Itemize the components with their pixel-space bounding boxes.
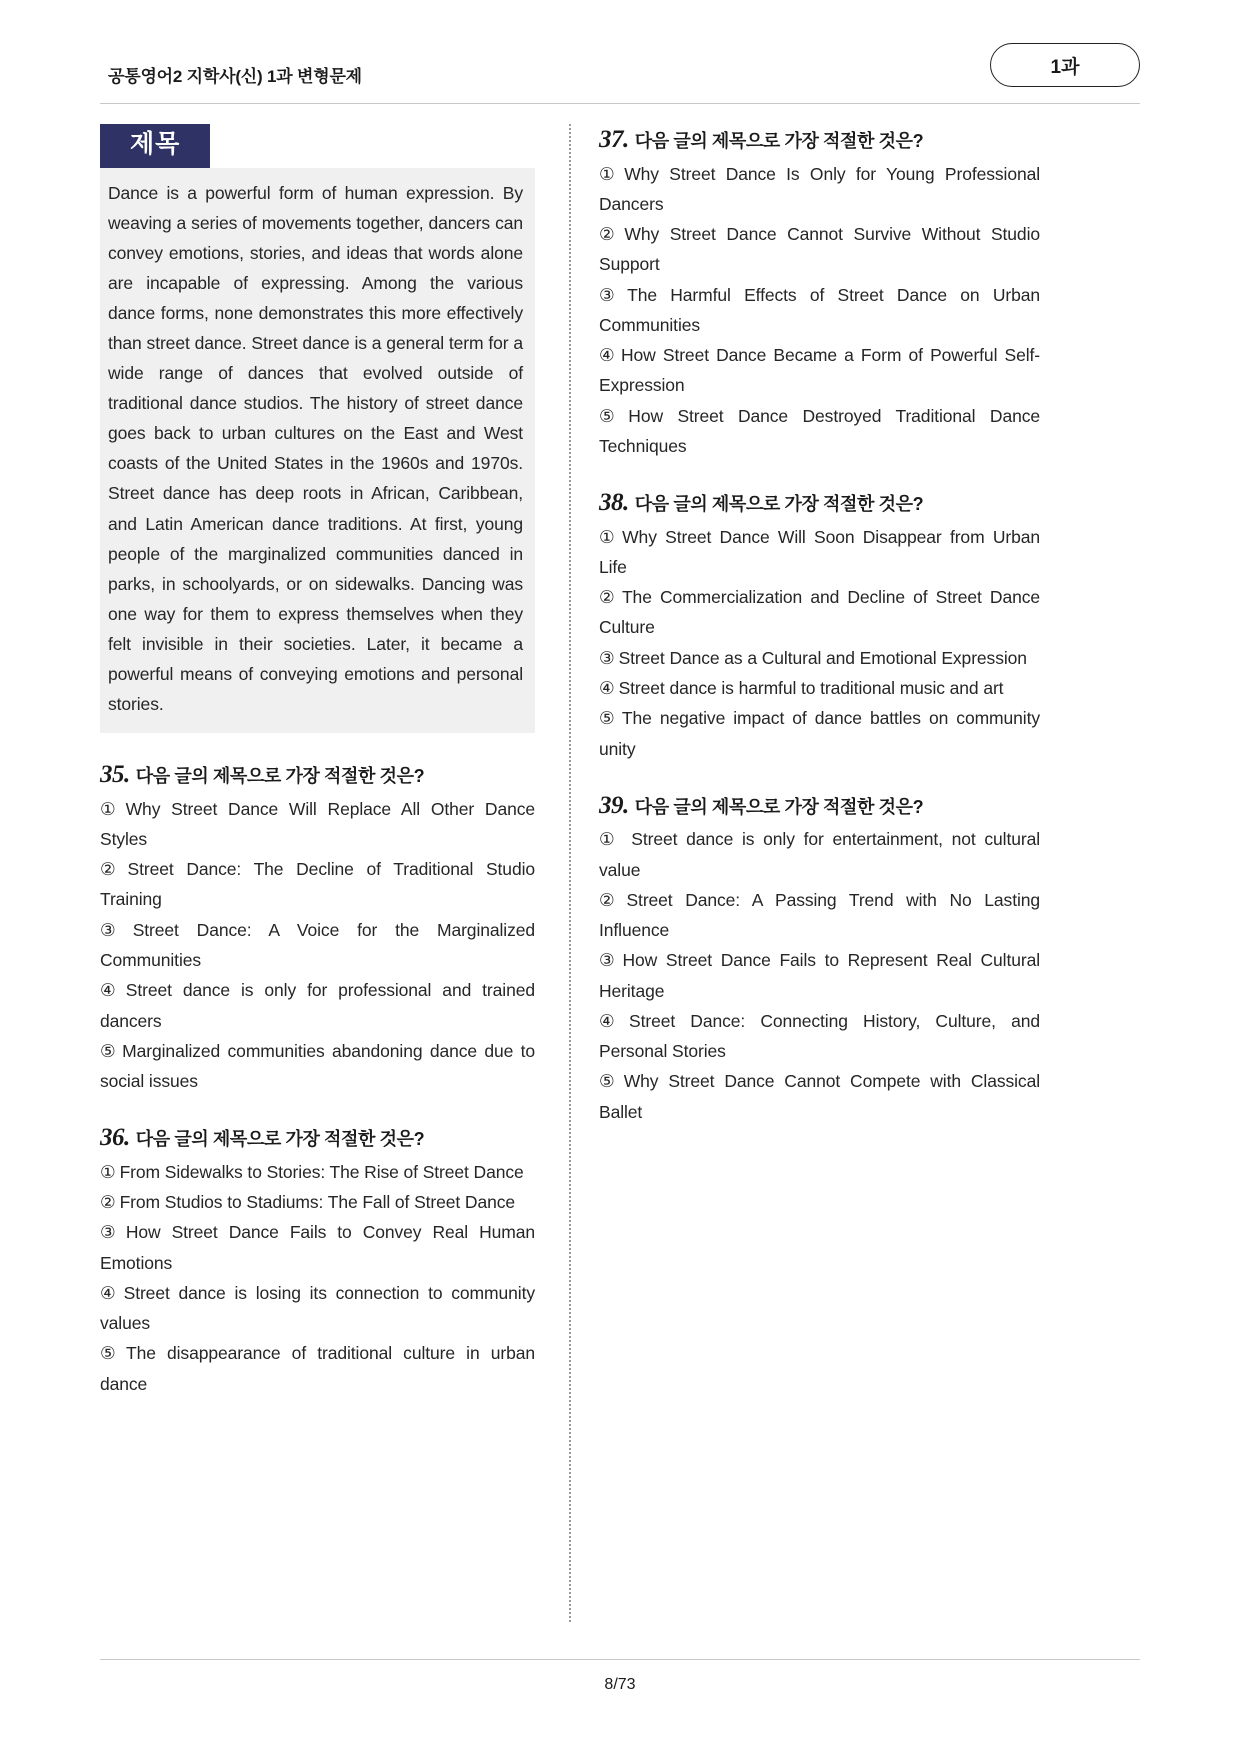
choice-marker: ⑤ <box>599 1071 620 1092</box>
choice-text: Why Street Dance Will Soon Disappear from Urban Life <box>599 526 1041 577</box>
two-column-body <box>100 124 1140 1622</box>
question-37-heading <box>599 124 1040 157</box>
section-label-title: 제목 <box>100 124 210 168</box>
page-header <box>100 0 1140 86</box>
question-38-number: 38. <box>599 489 629 517</box>
choice-marker: ④ <box>599 1010 626 1031</box>
choice-marker: ⑤ <box>599 405 625 426</box>
choice-option[interactable] <box>599 885 1040 946</box>
header-divider-rule <box>100 103 1140 104</box>
choice-option[interactable] <box>100 1187 535 1217</box>
choice-text: Street Dance as a Cultural and Emotional Expression <box>618 647 1027 668</box>
choice-option[interactable] <box>599 673 1040 703</box>
choice-text: How Street Dance Fails to Convey Real Human Emotions <box>100 1222 535 1273</box>
choice-marker: ④ <box>100 980 122 1001</box>
choice-option[interactable] <box>100 1338 535 1399</box>
question-36 <box>100 1122 535 1399</box>
choice-option[interactable] <box>100 1278 535 1339</box>
choice-option[interactable] <box>100 1157 535 1187</box>
choice-option[interactable] <box>100 1036 535 1097</box>
choice-text: Street Dance: A Passing Trend with No Lasting Influence <box>599 889 1041 941</box>
choice-option[interactable] <box>599 945 1040 1006</box>
choice-marker: ② <box>599 224 621 245</box>
choice-option[interactable] <box>599 703 1040 764</box>
column-divider <box>569 124 571 1622</box>
choice-marker: ③ <box>599 950 619 971</box>
choice-marker: ② <box>100 1192 116 1213</box>
choice-text: Why Street Dance Will Replace All Other Dance Styles <box>100 798 535 849</box>
question-38-choices <box>599 522 1040 764</box>
choice-text: How Street Dance Became a Form of Powerful Self-Expression <box>599 345 1040 396</box>
choice-text: Street dance is losing its connection to community values <box>100 1282 535 1334</box>
choice-option[interactable] <box>100 854 535 915</box>
question-39-prompt: 다음 글의 제목으로 가장 적절한 것은? <box>634 796 924 817</box>
choice-option[interactable] <box>100 975 535 1036</box>
choice-option[interactable] <box>599 643 1040 673</box>
choice-marker: ③ <box>100 919 129 940</box>
choice-text: The negative impact of dance battles on community unity <box>599 708 1040 759</box>
choice-marker: ⑤ <box>100 1040 119 1061</box>
choice-text: Street dance is only for professional and trained dancers <box>100 980 535 1031</box>
question-37-prompt: 다음 글의 제목으로 가장 적절한 것은? <box>634 131 924 151</box>
choice-text: Street dance is only for entertainment, not cultural value <box>599 829 1040 880</box>
question-36-number: 36. <box>100 1124 130 1152</box>
choice-option[interactable] <box>599 159 1040 220</box>
choice-text: Street Dance: Connecting History, Culture, and Personal Stories <box>599 1010 1040 1062</box>
choice-marker: ② <box>100 859 124 880</box>
choice-text: From Sidewalks to Stories: The Rise of Street Dance <box>119 1161 524 1182</box>
choice-text: The disappearance of traditional culture in urban dance <box>100 1343 535 1394</box>
choice-option[interactable] <box>599 340 1040 401</box>
choice-text: The Commercialization and Decline of Street Dance Culture <box>599 587 1040 638</box>
lesson-badge: 1과 <box>990 43 1140 87</box>
choice-marker: ④ <box>599 677 615 698</box>
question-37 <box>599 124 1040 461</box>
question-39-number: 39. <box>599 791 629 819</box>
choice-marker: ① <box>599 526 619 547</box>
choice-option[interactable] <box>599 401 1040 462</box>
choice-marker: ③ <box>599 647 615 668</box>
choice-option[interactable] <box>599 522 1040 583</box>
choice-marker: ④ <box>100 1282 120 1303</box>
question-35 <box>100 759 535 1096</box>
choice-marker: ① <box>100 1161 116 1182</box>
choice-text: From Studios to Stadiums: The Fall of Street Dance <box>119 1192 516 1213</box>
question-39-heading <box>599 790 1040 823</box>
question-36-heading <box>100 1122 535 1155</box>
choice-option[interactable] <box>599 824 1040 885</box>
question-39 <box>599 790 1040 1127</box>
question-35-prompt: 다음 글의 제목으로 가장 적절한 것은? <box>135 766 425 787</box>
choice-marker: ② <box>599 889 623 910</box>
choice-text: Why Street Dance Cannot Survive Without Studio Support <box>599 224 1040 275</box>
question-37-choices <box>599 159 1040 462</box>
choice-text: Street Dance: A Voice for the Marginalized Communities <box>100 919 535 971</box>
question-35-choices <box>100 794 535 1097</box>
choice-marker: ① <box>599 163 621 184</box>
choice-text: The Harmful Effects of Street Dance on Urban Communities <box>599 284 1040 335</box>
right-column <box>593 124 1040 1622</box>
choice-option[interactable] <box>599 1066 1040 1127</box>
choice-text: How Street Dance Fails to Represent Real Cultural Heritage <box>599 950 1040 1001</box>
question-35-heading <box>100 759 535 792</box>
question-35-number: 35. <box>100 761 130 789</box>
choice-option[interactable] <box>599 280 1040 341</box>
choice-text: How Street Dance Destroyed Traditional Dance Techniques <box>599 405 1040 456</box>
choice-option[interactable] <box>100 794 535 855</box>
question-36-choices <box>100 1157 535 1399</box>
choice-marker: ① <box>599 829 619 850</box>
question-38-heading <box>599 487 1040 520</box>
question-38 <box>599 487 1040 764</box>
title-tag-wrapper <box>100 124 535 168</box>
question-39-choices <box>599 824 1040 1127</box>
choice-marker: ⑤ <box>599 708 618 729</box>
choice-text: Why Street Dance Cannot Compete with Classical Ballet <box>599 1071 1040 1122</box>
choice-marker: ⑤ <box>100 1343 122 1364</box>
choice-option[interactable] <box>100 915 535 976</box>
reading-passage: Dance is a powerful form of human expression. By weaving a series of movements together, dancers can convey emotions, stories, and ideas that words alone are incapable of expressing. Among the various dance forms, none demonstrates this more effectively than street dance. Street dance is a general term for a wide range of dances that evolved outside of traditional dance studios. The history of street dance goes back to urban cultures on the East and West coasts of the United States in the 1960s and 1970s. Street dance has deep roots in African, Caribbean, and Latin American dance traditions. At first, young people of the marginalized communities danced in parks, in schoolyards, or on sidewalks. Dancing was one way for them to express themselves when they felt invisible in their societies. Later, it became a powerful means of conveying emotions and personal stories. <box>100 168 535 734</box>
choice-text: Street dance is harmful to traditional music and art <box>618 677 1004 698</box>
choice-text: Why Street Dance Is Only for Young Professional Dancers <box>599 163 1041 214</box>
choice-option[interactable] <box>599 582 1040 643</box>
choice-text: Marginalized communities abandoning dance due to social issues <box>100 1040 535 1092</box>
choice-option[interactable] <box>599 1006 1040 1067</box>
choice-marker: ④ <box>599 345 617 366</box>
footer-divider-rule <box>100 1659 1140 1660</box>
left-column <box>100 124 547 1622</box>
choice-marker: ① <box>100 798 122 819</box>
choice-marker: ② <box>599 587 618 608</box>
choice-marker: ③ <box>100 1222 122 1243</box>
choice-marker: ③ <box>599 284 624 305</box>
question-38-prompt: 다음 글의 제목으로 가장 적절한 것은? <box>634 494 924 515</box>
header-title: 공통영어2 지학사(신) 1과 변형문제 <box>108 67 362 86</box>
choice-option[interactable] <box>100 1217 535 1278</box>
page-number: 8/73 <box>604 1676 636 1693</box>
question-36-prompt: 다음 글의 제목으로 가장 적절한 것은? <box>135 1129 425 1150</box>
choice-text: Street Dance: The Decline of Traditional Studio Training <box>100 859 535 910</box>
question-37-number: 37. <box>599 126 629 153</box>
choice-option[interactable] <box>599 219 1040 280</box>
